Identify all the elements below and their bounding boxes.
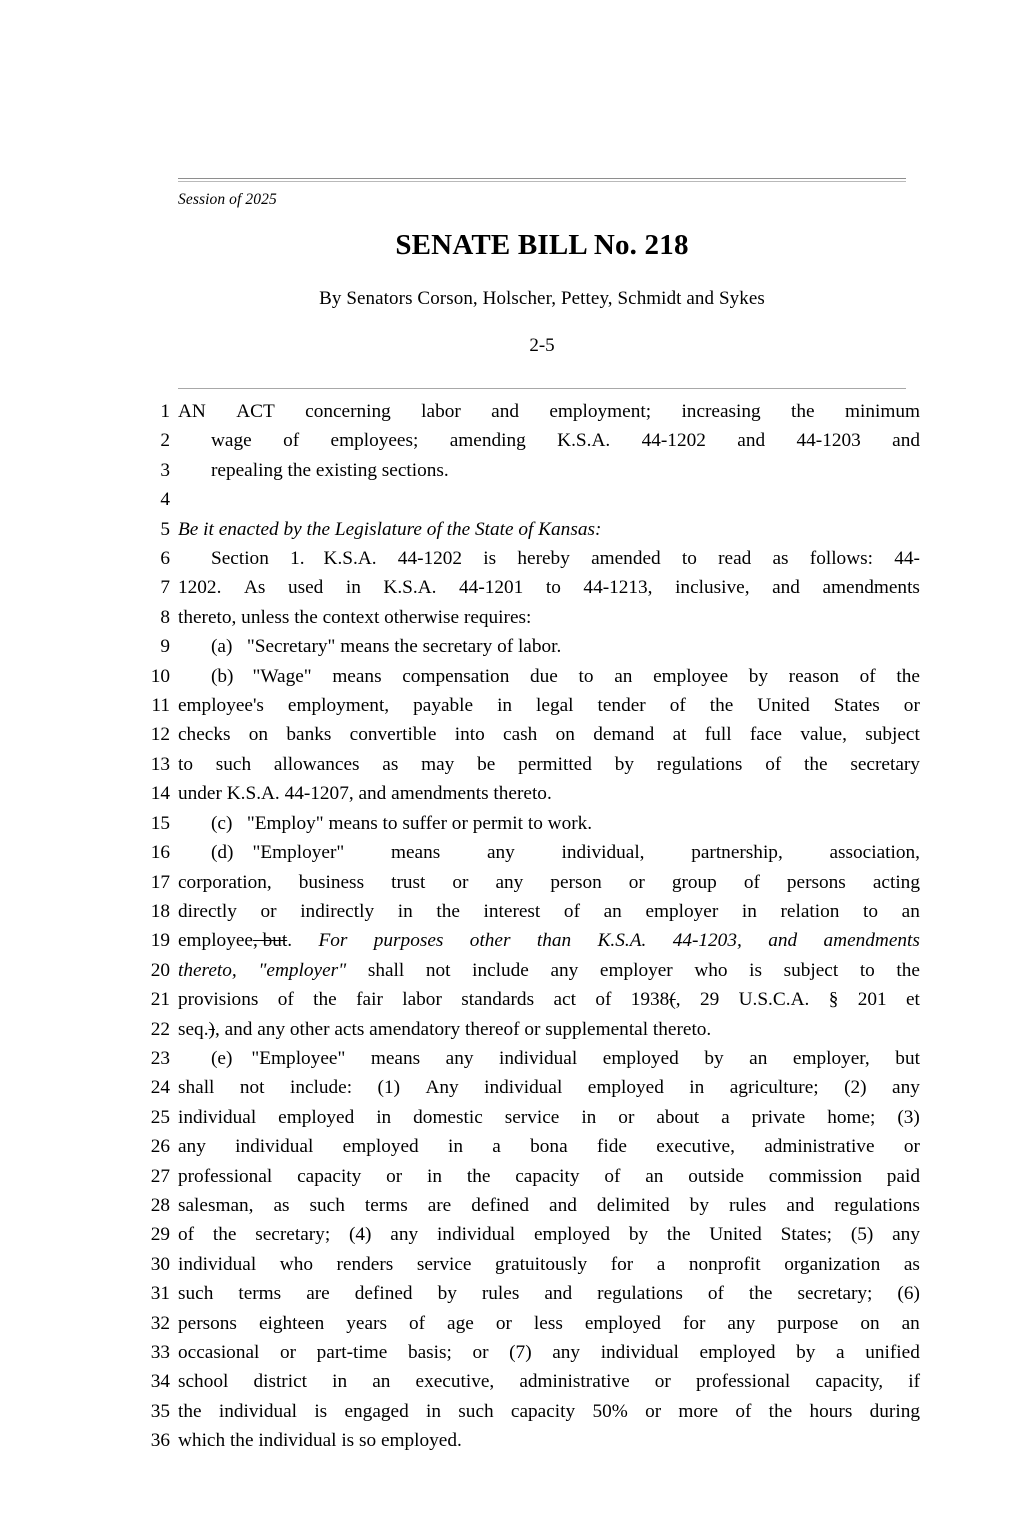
line-text: (c) "Employ" means to suffer or permit to work. (211, 812, 593, 834)
bill-line (130, 426, 920, 455)
line-text: thereto, "employer" shall not include any employer who is subject to the (178, 959, 920, 981)
line-number: 6 (160, 548, 170, 570)
bill-line (130, 1338, 920, 1367)
line-text: under K.S.A. 44-1207, and amendments thereto. (178, 783, 552, 805)
bill-line (130, 632, 920, 661)
header-top-rule (178, 178, 906, 182)
line-number: 19 (150, 930, 170, 952)
bill-line (130, 1162, 920, 1191)
line-number: 24 (150, 1077, 170, 1099)
bill-line (130, 1250, 920, 1279)
bill-line (130, 1073, 920, 1102)
deleted-text: , but (252, 930, 288, 952)
line-text: (b) "Wage" means compensation due to an employee by reason of the (211, 665, 920, 687)
line-text: employee, but. For purposes other than K.S.A. 44-1203, and amendments (178, 930, 920, 952)
session-label: Session of 2025 (178, 191, 277, 208)
bill-line (130, 573, 920, 602)
line-number: 36 (150, 1430, 170, 1452)
line-number: 29 (150, 1224, 170, 1246)
line-number: 31 (150, 1283, 170, 1305)
bill-line (130, 691, 920, 720)
line-text: persons eighteen years of age or less employed for any purpose on an (178, 1312, 920, 1334)
line-number: 2 (160, 430, 170, 452)
line-text: salesman, as such terms are defined and delimited by rules and regulations (178, 1194, 920, 1216)
line-text: (e) "Employee" means any individual employed by an employer, but (211, 1047, 920, 1069)
line-text: of the secretary; (4) any individual employed by the United States; (5) any (178, 1224, 920, 1246)
bill-line (130, 1397, 920, 1426)
line-text: directly or indirectly in the interest of an employer in relation to an (178, 900, 920, 922)
line-number: 35 (150, 1400, 170, 1422)
line-text: to such allowances as may be permitted by regulations of the secretary (178, 753, 920, 775)
line-number: 21 (150, 989, 170, 1011)
line-number: 13 (150, 753, 170, 775)
bill-line (130, 1132, 920, 1161)
line-text: professional capacity or in the capacity of an outside commission paid (178, 1165, 920, 1187)
line-number: 23 (150, 1047, 170, 1069)
line-number: 14 (150, 783, 170, 805)
page-title: SENATE BILL No. 218 (395, 228, 689, 261)
line-text: any individual employed in a bona fide executive, administrative or (178, 1136, 920, 1158)
line-number: 26 (150, 1136, 170, 1158)
line-text: employee's employment, payable in legal tender of the United States or (178, 695, 920, 717)
numbered-lines (130, 397, 920, 1456)
bill-line (130, 779, 920, 808)
line-number: 32 (150, 1312, 170, 1334)
bill-line (130, 397, 920, 426)
line-text: corporation, business trust or any person or group of persons acting (178, 871, 920, 893)
bill-line (130, 897, 920, 926)
bill-line (130, 750, 920, 779)
bill-line (130, 544, 920, 573)
line-text: occasional or part-time basis; or (7) any individual employed by a unified (178, 1342, 920, 1363)
bill-line (130, 515, 920, 544)
line-text: (d) "Employer" means any individual, partnership, association, (211, 842, 920, 864)
deleted-text: ) (208, 1018, 215, 1040)
bill-line (130, 809, 920, 838)
line-text: individual employed in domestic service in or about a private home; (3) (178, 1106, 920, 1128)
line-number: 18 (150, 900, 170, 922)
line-number: 22 (150, 1018, 170, 1040)
line-text: school district in an executive, administrative or professional capacity, if (178, 1371, 920, 1393)
bill-line (130, 603, 920, 632)
line-number: 16 (150, 842, 170, 864)
bill-line (130, 662, 920, 691)
line-number: 15 (150, 812, 170, 834)
line-number: 33 (150, 1342, 170, 1363)
line-number: 11 (151, 695, 170, 717)
sponsors-line: By Senators Corson, Holscher, Pettey, Schmidt and Sykes (319, 287, 765, 309)
bill-line (130, 838, 920, 867)
bill-line (130, 1220, 920, 1249)
line-text: repealing the existing sections. (211, 459, 449, 481)
line-number: 27 (150, 1165, 170, 1187)
line-number: 25 (150, 1106, 170, 1128)
line-number: 4 (160, 489, 170, 511)
bill-line (130, 1191, 920, 1220)
line-number: 10 (150, 665, 170, 687)
line-number: 3 (160, 459, 170, 481)
bill-line (130, 1309, 920, 1338)
bill-line (130, 1103, 920, 1132)
bill-designator: 2-5 (529, 334, 555, 356)
bill-body (130, 388, 920, 1456)
line-number: 28 (150, 1194, 170, 1216)
line-text: shall not include: (1) Any individual employed in agriculture; (2) any (178, 1077, 920, 1099)
line-number: 5 (160, 518, 170, 540)
line-text: checks on banks convertible into cash on demand at full face value, subject (178, 724, 920, 746)
bill-line (130, 456, 920, 485)
line-text: (a) "Secretary" means the secretary of labor. (211, 636, 562, 658)
line-number: 34 (150, 1371, 170, 1393)
line-text: which the individual is so employed. (178, 1430, 462, 1452)
line-text: provisions of the fair labor standards act of 1938(, 29 U.S.C.A. § 201 et (178, 989, 920, 1011)
line-text: seq.), and any other acts amendatory thereof or supplemental thereto. (178, 1018, 712, 1040)
line-number: 17 (150, 871, 170, 893)
bill-line (130, 720, 920, 749)
line-text: AN ACT concerning labor and employment; increasing the minimum (178, 401, 920, 422)
bill-line (130, 485, 920, 514)
line-number: 1 (160, 401, 170, 422)
body-top-rule (178, 388, 906, 389)
line-number: 8 (160, 606, 170, 628)
bill-line (130, 1279, 920, 1308)
line-text: Be it enacted by the Legislature of the State of Kansas: (178, 518, 602, 540)
bill-line (130, 1426, 920, 1455)
bill-header (178, 178, 906, 357)
line-number: 12 (150, 724, 170, 746)
line-number: 9 (160, 636, 170, 658)
bill-line-amended (130, 1015, 920, 1044)
line-text: wage of employees; amending K.S.A. 44-1202 and 44-1203 and (211, 430, 920, 452)
line-text: thereto, unless the context otherwise requires: (178, 606, 532, 628)
line-number: 30 (150, 1253, 170, 1275)
bill-line-amended (130, 985, 920, 1014)
bill-line-amended (130, 926, 920, 955)
bill-line-amended (130, 956, 920, 985)
bill-line (130, 1044, 920, 1073)
line-text: such terms are defined by rules and regulations of the secretary; (6) (178, 1283, 920, 1305)
line-text: the individual is engaged in such capacity 50% or more of the hours during (178, 1400, 920, 1422)
line-text: Section 1. K.S.A. 44-1202 is hereby amended to read as follows: 44- (211, 548, 920, 570)
deleted-text: ( (669, 989, 676, 1011)
bill-line (130, 868, 920, 897)
line-text: individual who renders service gratuitously for a nonprofit organization as (178, 1253, 920, 1275)
line-number: 7 (160, 577, 170, 599)
line-number: 20 (150, 959, 170, 981)
line-text: 1202. As used in K.S.A. 44-1201 to 44-1213, inclusive, and amendments (178, 577, 920, 599)
bill-line (130, 1367, 920, 1396)
